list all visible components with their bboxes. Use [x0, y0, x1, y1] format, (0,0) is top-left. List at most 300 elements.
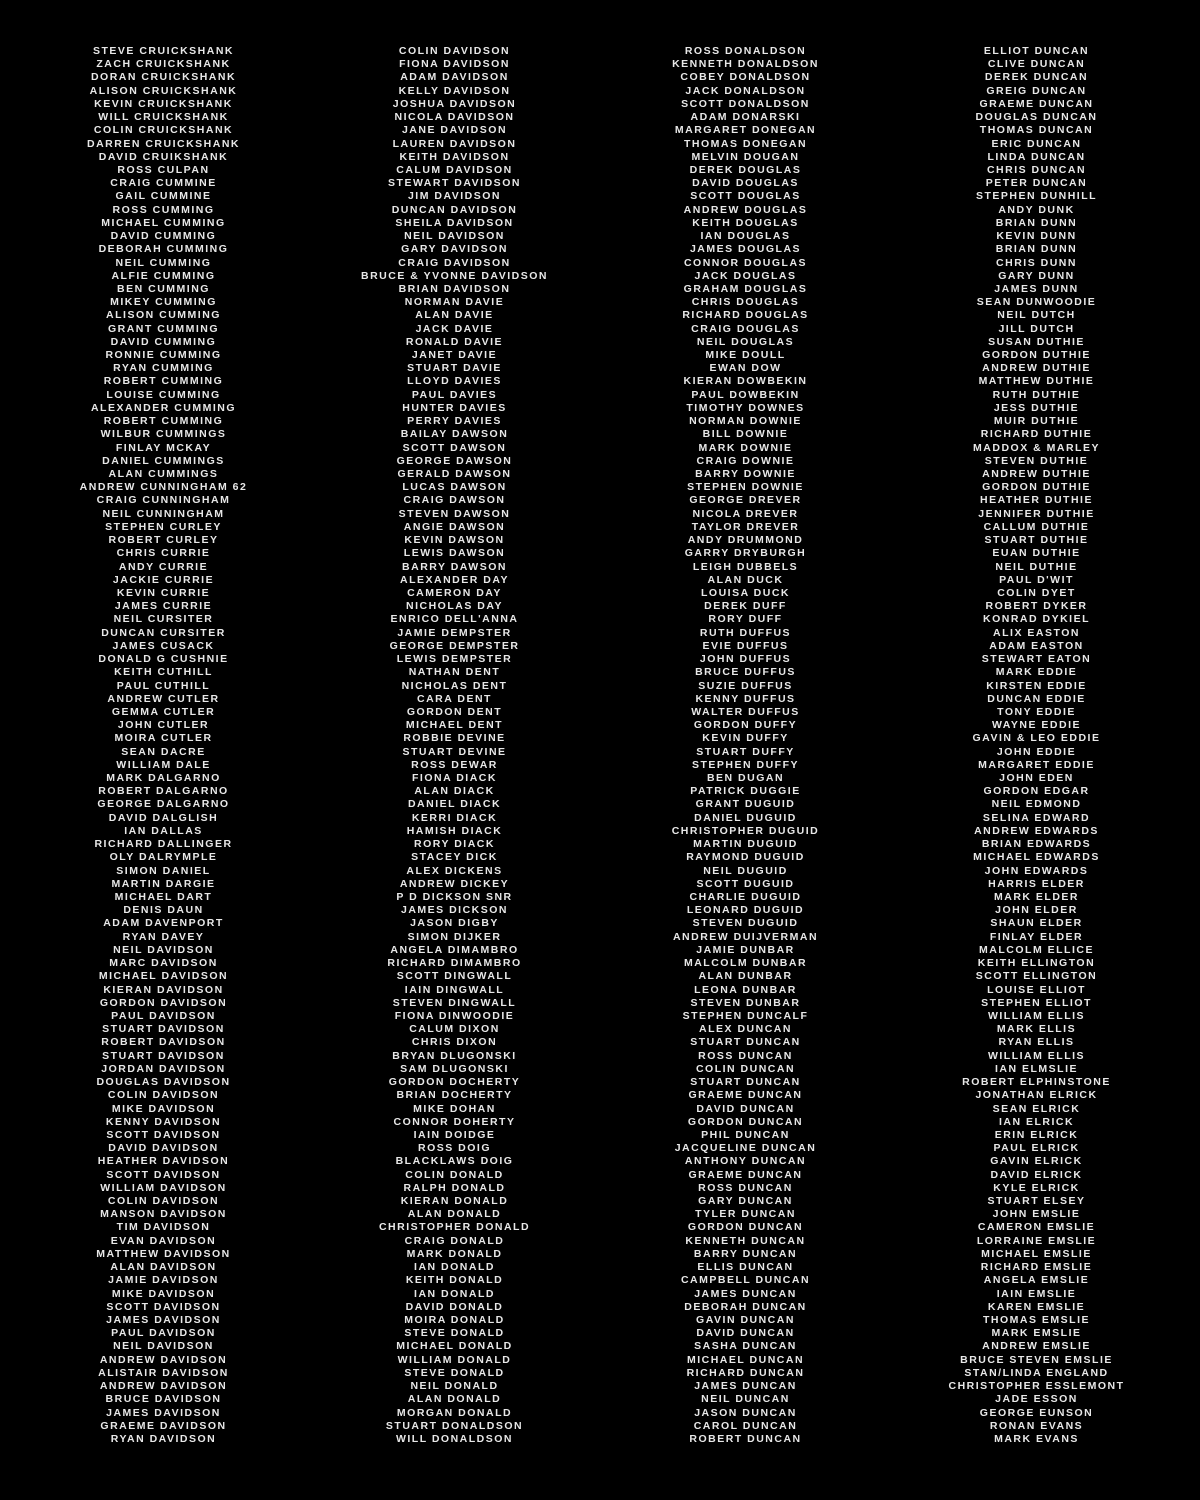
name-entry: DUNCAN CURSITER [101, 626, 226, 639]
name-entry: ALAN DUNBAR [698, 970, 793, 983]
name-entry: STEVEN DUNBAR [690, 996, 801, 1009]
name-entry: CAMERON EMSLIE [977, 1221, 1096, 1234]
name-entry: ROSS DOIG [417, 1142, 491, 1155]
name-entry: KIERAN DOWBEKIN [683, 375, 808, 388]
name-entry: RONAN EVANS [989, 1419, 1084, 1432]
name-entry: IAIN EMSLIE [996, 1287, 1077, 1300]
name-entry: CALUM DAVIDSON [396, 163, 513, 176]
name-entry: KELLY DAVIDSON [398, 84, 511, 97]
name-entry: MICHAEL DAVIDSON [98, 970, 229, 983]
name-entry: GRAEME DAVIDSON [100, 1419, 227, 1432]
name-entry: GARY DUNN [998, 269, 1075, 282]
name-entry: WILL DONALDSON [395, 1432, 514, 1445]
name-entry: ANDREW DICKEY [399, 877, 510, 890]
name-entry: KEITH CUTHILL [114, 666, 213, 679]
name-entry: DANIEL CUMMINGS [102, 454, 225, 467]
name-entry: MICHAEL DUNCAN [686, 1353, 805, 1366]
name-entry: MARTIN DUGUID [693, 838, 798, 851]
name-entry: GORDON DUNCAN [687, 1221, 804, 1234]
name-entry: MICHAEL EDWARDS [973, 851, 1100, 864]
name-entry: HARRIS ELDER [988, 877, 1085, 890]
name-entry: KENNY DAVIDSON [105, 1115, 222, 1128]
name-entry: PAUL ELRICK [993, 1142, 1080, 1155]
name-entry: JACK DOUGLAS [694, 269, 797, 282]
name-entry: CRAIG DONALD [404, 1234, 505, 1247]
name-entry: ROSS DEWAR [411, 758, 498, 771]
name-entry: PAUL CUTHILL [116, 679, 211, 692]
name-entry: GRAEME DUNCAN [688, 1089, 803, 1102]
name-entry: IAIN DINGWALL [404, 983, 505, 996]
name-entry: ROSS CUMMING [112, 203, 215, 216]
name-entry: STEVEN DINGWALL [392, 996, 517, 1009]
name-entry: SIMON DIJKER [407, 930, 502, 943]
name-entry: LEWIS DEMPSTER [396, 653, 513, 666]
name-entry: DAVID DAVIDSON [108, 1142, 219, 1155]
name-entry: ANDREW CUNNINGHAM 62 [79, 481, 248, 494]
name-entry: ROBERT CURLEY [108, 534, 219, 547]
name-entry: DAVID DONALD [405, 1300, 504, 1313]
name-entry: NORMAN DOWNIE [689, 415, 802, 428]
name-entry: NICHOLAS DENT [401, 679, 508, 692]
name-entry: DENIS DAUN [123, 904, 204, 917]
name-entry: CRAIG DOUGLAS [691, 322, 800, 335]
name-entry: DARREN CRUICKSHANK [87, 137, 240, 150]
name-entry: STEPHEN ELLIOT [981, 996, 1092, 1009]
name-entry: JAMES DICKSON [400, 904, 508, 917]
name-entry: SCOTT DAVIDSON [106, 1168, 221, 1181]
name-entry: BARRY DAWSON [402, 560, 507, 573]
name-entry: GORDON DUTHIE [982, 349, 1091, 362]
name-entry: ROBERT DALGARNO [98, 785, 229, 798]
name-entry: MARK EMSLIE [991, 1327, 1082, 1340]
name-entry: STUART DONALDSON [385, 1419, 524, 1432]
name-entry: LOUISE CUMMING [106, 388, 221, 401]
name-entry: DANIEL DIACK [407, 798, 502, 811]
name-entry: GEORGE DALGARNO [97, 798, 230, 811]
name-entry: COBEY DONALDSON [680, 71, 811, 84]
name-entry: THOMAS DUNCAN [979, 124, 1094, 137]
name-entry: KEVIN DAWSON [404, 534, 505, 547]
name-entry: ALISTAIR DAVIDSON [98, 1366, 229, 1379]
name-entry: LAUREN DAVIDSON [392, 137, 517, 150]
name-entry: ANGELA DIMAMBRO [390, 943, 519, 956]
name-entry: JORDAN DAVIDSON [101, 1062, 226, 1075]
name-entry: BRUCE DAVIDSON [105, 1393, 222, 1406]
name-entry: CRAIG DOWNIE [696, 454, 795, 467]
name-entry: CRAIG CUMMINE [110, 177, 217, 190]
name-entry: PAUL DOWBEKIN [691, 388, 800, 401]
name-entry: GRANT CUMMING [107, 322, 220, 335]
name-entry: LLOYD DAVIES [407, 375, 502, 388]
name-entry: DEBORAH CUMMING [98, 243, 229, 256]
name-entry: MARK EVANS [994, 1432, 1079, 1445]
name-entry: SCOTT DAVIDSON [106, 1300, 221, 1313]
name-entry: STAN/LINDA ENGLAND [964, 1366, 1109, 1379]
name-entry: COLIN DAVIDSON [107, 1195, 220, 1208]
name-entry: CLIVE DUNCAN [987, 58, 1086, 71]
name-entry: MOIRA DONALD [404, 1314, 505, 1326]
name-entry: HEATHER DUTHIE [980, 494, 1093, 507]
name-entry: DAVID DUNCAN [696, 1327, 795, 1340]
name-entry: BLACKLAWS DOIG [395, 1155, 514, 1168]
name-entry: PAUL DAVIES [411, 388, 498, 401]
name-entry: JIM DAVIDSON [407, 190, 502, 203]
name-entry: ANDREW DUTHIE [982, 362, 1091, 375]
name-entry: CRAIG CUNNINGHAM [96, 494, 231, 507]
name-entry: ROBERT DUNCAN [689, 1432, 802, 1445]
name-entry: GORDON EDGAR [983, 785, 1090, 798]
name-entry: JAMES DUNCAN [694, 1287, 797, 1300]
name-entry: ROBBIE DEVINE [403, 732, 506, 745]
name-entry: NEIL DOUGLAS [696, 335, 795, 348]
name-entry: SAM DLUGONSKI [400, 1062, 509, 1075]
name-entry: NEIL DAVIDSON [404, 230, 505, 243]
name-entry: JONATHAN ELRICK [975, 1089, 1098, 1102]
name-entry: SUZIE DUFFUS [698, 679, 793, 692]
name-entry: CALLUM DUTHIE [983, 520, 1090, 533]
name-entry: NORMAN DAVIE [404, 296, 505, 309]
name-entry: NEIL DUGUID [703, 864, 788, 877]
name-entry: DAVID DUNCAN [696, 1102, 795, 1115]
name-entry: ALAN DONALD [407, 1393, 502, 1406]
name-entry: GAVIN DUNCAN [696, 1314, 795, 1326]
name-entry: MADDOX & MARLEY [973, 441, 1100, 454]
name-entry: STEPHEN DUNHILL [975, 190, 1098, 203]
name-entry: CRAIG DAVIDSON [398, 256, 511, 269]
name-entry: DUNCAN DAVIDSON [391, 203, 518, 216]
name-entry: JOHN EMSLIE [992, 1208, 1081, 1221]
name-entry: LOUISE ELLIOT [987, 983, 1086, 996]
name-entry: STEVEN DAWSON [398, 507, 511, 520]
name-entry: LORRAINE EMSLIE [976, 1234, 1097, 1247]
name-entry: CHRIS DUNCAN [986, 163, 1087, 176]
name-entry: DAVID CRUIKSHANK [98, 150, 229, 163]
name-entry: STUART DAVIDSON [102, 1023, 225, 1036]
name-entry: JAMIE DEMPSTER [397, 626, 512, 639]
name-entry: RYAN DAVIDSON [110, 1432, 217, 1445]
name-entry: LEONARD DUGUID [686, 904, 805, 917]
name-entry: KEVIN CURRIE [116, 586, 211, 599]
name-entry: DOUGLAS DAVIDSON [96, 1076, 231, 1089]
name-entry: KIERAN DAVIDSON [103, 983, 224, 996]
name-entry: GRANT DUGUID [695, 798, 796, 811]
name-entry: RICHARD EMSLIE [980, 1261, 1093, 1274]
name-entry: CARA DENT [417, 692, 492, 705]
name-entry: JACKIE CURRIE [112, 573, 215, 586]
name-entry: DEREK DUNCAN [984, 71, 1089, 84]
name-entry: RICHARD DIMAMBRO [387, 957, 522, 970]
name-entry: IAN DONALD [414, 1287, 495, 1300]
name-entry: KAREN EMSLIE [987, 1300, 1086, 1313]
name-entry: LUCAS DAWSON [402, 481, 507, 494]
name-entry: RICHARD DUTHIE [980, 428, 1093, 441]
name-entry: STEPHEN DOWNIE [687, 481, 804, 494]
name-entry: ADAM EASTON [989, 639, 1084, 652]
name-entry: NEIL DAVIDSON [113, 1340, 214, 1353]
name-entry: NEIL EDMOND [991, 798, 1082, 811]
name-entry: MARK DONALD [406, 1247, 503, 1260]
name-entry: RICHARD DUNCAN [686, 1366, 805, 1379]
name-entry: WALTER DUFFUS [691, 705, 800, 718]
name-entry: RORY DIACK [414, 838, 495, 851]
name-entry: STEVE DONALD [404, 1366, 505, 1379]
name-entry: PAUL DAVIDSON [111, 1009, 216, 1022]
name-entry: ALEXANDER CUMMING [90, 401, 237, 414]
name-entry: DAVID ELRICK [990, 1168, 1083, 1181]
name-entry: STUART DAVIE [407, 362, 502, 375]
name-entry: EVAN DAVIDSON [110, 1234, 217, 1247]
name-entry: GORDON DENT [406, 705, 503, 718]
name-entry: ANDREW DAVIDSON [99, 1353, 228, 1366]
name-entry: ALFIE CUMMING [111, 269, 216, 282]
name-entry: CHRIS DUNN [996, 256, 1077, 269]
name-entry: STEVE DONALD [404, 1327, 505, 1340]
name-entry: MATTHEW DAVIDSON [96, 1247, 231, 1260]
name-entry: BRUCE & YVONNE DAVIDSON [361, 269, 548, 282]
name-entry: FIONA DINWOODIE [394, 1009, 515, 1022]
name-entry: DANIEL DUGUID [694, 811, 797, 824]
name-entry: STUART DUTHIE [984, 534, 1089, 547]
name-entry: IAN ELMSLIE [994, 1062, 1078, 1075]
name-entry: JANET DAVIE [411, 349, 498, 362]
name-entry: COLIN CRUICKSHANK [93, 124, 234, 137]
name-entry: IAIN DOIDGE [413, 1128, 496, 1141]
name-entry: GREIG DUNCAN [986, 84, 1087, 97]
name-entry: NEIL DAVIDSON [113, 943, 214, 956]
name-entry: ANTHONY DUNCAN [684, 1155, 807, 1168]
name-entry: EUAN DUTHIE [992, 547, 1081, 560]
name-entry: GAVIN & LEO EDDIE [972, 732, 1101, 745]
name-entry: JACK DAVIE [415, 322, 494, 335]
name-entry: LOUISA DUCK [700, 586, 791, 599]
name-entry: IAN DOUGLAS [700, 230, 791, 243]
name-entry: GEORGE DEMPSTER [389, 639, 520, 652]
name-entry: WILLIAM ELLIS [987, 1049, 1086, 1062]
name-entry: STUART ELSEY [987, 1195, 1086, 1208]
name-entry: ALEX DICKENS [406, 864, 503, 877]
name-entry: ADAM DAVIDSON [400, 71, 509, 84]
name-entry: IAN ELRICK [998, 1115, 1075, 1128]
name-entry: STEPHEN CURLEY [105, 520, 222, 533]
name-entry: ANDY DUNK [998, 203, 1075, 216]
name-entry: FIONA DIACK [412, 772, 497, 785]
name-entry: ELLIOT DUNCAN [983, 45, 1090, 57]
name-entry: ALEXANDER DAY [400, 573, 509, 586]
name-entry: MELVIN DOUGAN [691, 150, 800, 163]
name-entry: JAMES DUNN [994, 282, 1079, 295]
name-entry: JOHN EDDIE [996, 745, 1077, 758]
name-entry: ANDY DRUMMOND [687, 534, 804, 547]
name-entry: MANSON DAVIDSON [100, 1208, 227, 1221]
name-entry: JAMIE DUNBAR [696, 943, 795, 956]
name-entry: JACK DONALDSON [685, 84, 806, 97]
name-entry: ROBERT CUMMING [103, 375, 224, 388]
name-entry: BRIAN EDWARDS [981, 838, 1092, 851]
name-entry: MARGARET EDDIE [978, 758, 1095, 771]
name-entry: CAMPBELL DUNCAN [680, 1274, 811, 1287]
name-entry: GARY DAVIDSON [401, 243, 508, 256]
name-entry: DAVID CUMMING [110, 230, 217, 243]
name-entry: MARK ELLIS [996, 1023, 1077, 1036]
name-entry: GEORGE DREVER [689, 494, 802, 507]
name-entry: ADAM DAVENPORT [103, 917, 224, 930]
name-entry: NICOLA DREVER [692, 507, 799, 520]
name-entry: SCOTT ELLINGTON [975, 970, 1098, 983]
name-entry: BEN DUGAN [706, 772, 785, 785]
name-entry: JOHN DUFFUS [699, 653, 792, 666]
name-entry: ANDREW DUTHIE [982, 468, 1091, 480]
name-entry: ANDREW CUTLER [107, 692, 220, 705]
name-entry: MIKE DOULL [705, 349, 786, 362]
name-entry: ROBERT DYKER [985, 600, 1088, 613]
name-entry: GARY DUNCAN [698, 1195, 793, 1208]
name-entry: CHRISTOPHER DONALD [378, 1221, 531, 1234]
name-entry: CONNOR DOHERTY [393, 1115, 516, 1128]
name-entry: NEIL DUNCAN [701, 1393, 790, 1406]
name-entry: ALIX EASTON [993, 626, 1080, 639]
name-entry: DAVID DALGLISH [108, 811, 219, 824]
name-entry: BILL DOWNIE [702, 428, 789, 441]
name-entry: STEVE CRUICKSHANK [92, 45, 234, 57]
name-entry: STEPHEN DUNCALF [682, 1009, 809, 1022]
name-entry: MARTIN DARGIE [111, 877, 216, 890]
name-entry: MICHAEL CUMMING [101, 216, 226, 229]
name-entry: STUART DUNCAN [690, 1036, 801, 1049]
name-entry: GEORGE DAWSON [396, 454, 513, 467]
name-entry: ANDREW EMSLIE [982, 1340, 1091, 1353]
name-entry: SCOTT DAVIDSON [106, 1128, 221, 1141]
name-entry: SUSAN DUTHIE [988, 335, 1085, 348]
name-entry: MARGARET DONEGAN [674, 124, 817, 137]
name-entry: ANDREW EDWARDS [974, 824, 1099, 837]
name-entry: ROSS DONALDSON [684, 45, 807, 57]
name-entry: JOHN EDWARDS [984, 864, 1089, 877]
name-column-3 [600, 45, 891, 1446]
name-entry: HUNTER DAVIES [402, 401, 507, 414]
name-entry: STUART DUNCAN [690, 1076, 801, 1089]
name-entry: COLIN DAVIDSON [398, 45, 511, 57]
name-entry: MIKEY CUMMING [110, 296, 217, 309]
name-entry: ROSS DUNCAN [698, 1181, 793, 1194]
name-entry: SCOTT DAWSON [402, 441, 507, 454]
name-entry: THOMAS EMSLIE [982, 1314, 1090, 1326]
name-entry: BRYAN DLUGONSKI [392, 1049, 517, 1062]
name-entry: COLIN DONALD [405, 1168, 504, 1181]
name-entry: SEAN DUNWOODIE [976, 296, 1097, 309]
name-entry: MIKE DAVIDSON [111, 1287, 216, 1300]
name-entry: MICHAEL DENT [405, 719, 504, 732]
name-entry: GRAEME DUNCAN [688, 1168, 803, 1181]
name-entry: JAMES DUNCAN [694, 1380, 797, 1393]
name-entry: KEVIN DUNN [996, 230, 1077, 243]
name-entry: MIKE DOHAN [413, 1102, 496, 1115]
name-entry: SIMON DANIEL [116, 864, 211, 877]
name-entry: LINDA DUNCAN [987, 150, 1086, 163]
name-entry: WILL CRUICKSHANK [98, 111, 229, 124]
name-entry: KEITH DAVIDSON [399, 150, 510, 163]
name-entry: IAN DALLAS [124, 824, 203, 837]
name-entry: RORY DUFF [708, 613, 783, 626]
name-entry: LEWIS DAWSON [403, 547, 506, 560]
name-entry: JOHN CUTLER [117, 719, 210, 732]
name-entry: KEVIN CRUICKSHANK [94, 97, 233, 110]
name-entry: GRAHAM DOUGLAS [683, 282, 808, 295]
name-entry: PAUL D'WIT [999, 573, 1074, 586]
name-entry: MALCOLM DUNBAR [683, 957, 808, 970]
name-entry: CHARLIE DUGUID [689, 891, 802, 903]
name-entry: SCOTT DUGUID [696, 877, 795, 890]
name-entry: STUART DEVINE [402, 745, 507, 758]
name-entry: BAILAY DAWSON [400, 428, 509, 441]
name-entry: GEORGE EUNSON [979, 1406, 1094, 1419]
name-entry: COLIN DYET [997, 586, 1076, 599]
name-entry: KEITH DONALD [405, 1274, 504, 1287]
name-entry: HAMISH DIACK [406, 824, 503, 837]
name-entry: ROBERT ELPHINSTONE [962, 1076, 1111, 1089]
name-entry: FINLAY ELDER [989, 930, 1084, 943]
name-entry: MARK DOWNIE [698, 441, 793, 454]
name-entry: MUIR DUTHIE [993, 415, 1080, 428]
name-entry: MARK EDDIE [995, 666, 1078, 679]
name-entry: GERALD DAWSON [397, 468, 512, 480]
name-entry: TYLER DUNCAN [695, 1208, 796, 1221]
name-entry: OLY DALRYMPLE [109, 851, 218, 864]
name-entry: RONNIE CUMMING [105, 349, 222, 362]
name-entry: JASON DUNCAN [694, 1406, 797, 1419]
name-entry: LEONA DUNBAR [694, 983, 797, 996]
name-entry: JESS DUTHIE [993, 401, 1080, 414]
name-entry: ANDREW DOUGLAS [683, 203, 808, 216]
name-entry: GORDON DUFFY [693, 719, 798, 732]
name-entry: STUART DUFFY [696, 745, 795, 758]
name-entry: JAMES CUSACK [112, 639, 215, 652]
name-entry: SEAN ELRICK [992, 1102, 1081, 1115]
name-entry: SASHA DUNCAN [694, 1340, 797, 1353]
name-entry: STEVEN DUGUID [692, 917, 799, 930]
name-entry: BARRY DUNCAN [693, 1247, 798, 1260]
name-entry: COLIN DAVIDSON [107, 1089, 220, 1102]
name-entry: STUART DAVIDSON [102, 1049, 225, 1062]
name-entry: CHRISTOPHER ESSLEMONT [948, 1380, 1125, 1393]
name-entry: FIONA DAVIDSON [399, 58, 510, 71]
name-entry: JAMES DAVIDSON [106, 1314, 221, 1326]
name-entry: CALUM DIXON [409, 1023, 500, 1036]
name-entry: SCOTT DOUGLAS [690, 190, 801, 203]
name-entry: JACQUELINE DUNCAN [674, 1142, 817, 1155]
name-entry: DAVID DOUGLAS [692, 177, 799, 190]
name-entry: KERRI DIACK [411, 811, 498, 824]
name-entry: ALAN DAVIDSON [110, 1261, 217, 1274]
name-entry: PATRICK DUGGIE [690, 785, 801, 798]
name-entry: TIM DAVIDSON [116, 1221, 211, 1234]
name-entry: NICHOLAS DAY [406, 600, 503, 613]
name-entry: SELINA EDWARD [982, 811, 1091, 824]
name-entry: STEPHEN DUFFY [691, 758, 799, 771]
name-entry: JAMIE DAVIDSON [108, 1274, 219, 1287]
name-entry: BRIAN DAVIDSON [398, 282, 511, 295]
name-entry: GEMMA CUTLER [111, 705, 216, 718]
name-column-1 [18, 45, 309, 1446]
name-entry: BEN CUMMING [117, 282, 210, 295]
name-entry: JASON DIGBY [410, 917, 499, 930]
name-entry: COLIN DUNCAN [695, 1062, 796, 1075]
name-entry: ROSS DUNCAN [698, 1049, 793, 1062]
name-entry: GORDON DUTHIE [982, 481, 1091, 494]
name-entry: DUNCAN EDDIE [987, 692, 1086, 705]
name-entry: PETER DUNCAN [985, 177, 1088, 190]
name-entry: RYAN ELLIS [998, 1036, 1075, 1049]
name-entry: DAVID CUMMING [110, 335, 217, 348]
